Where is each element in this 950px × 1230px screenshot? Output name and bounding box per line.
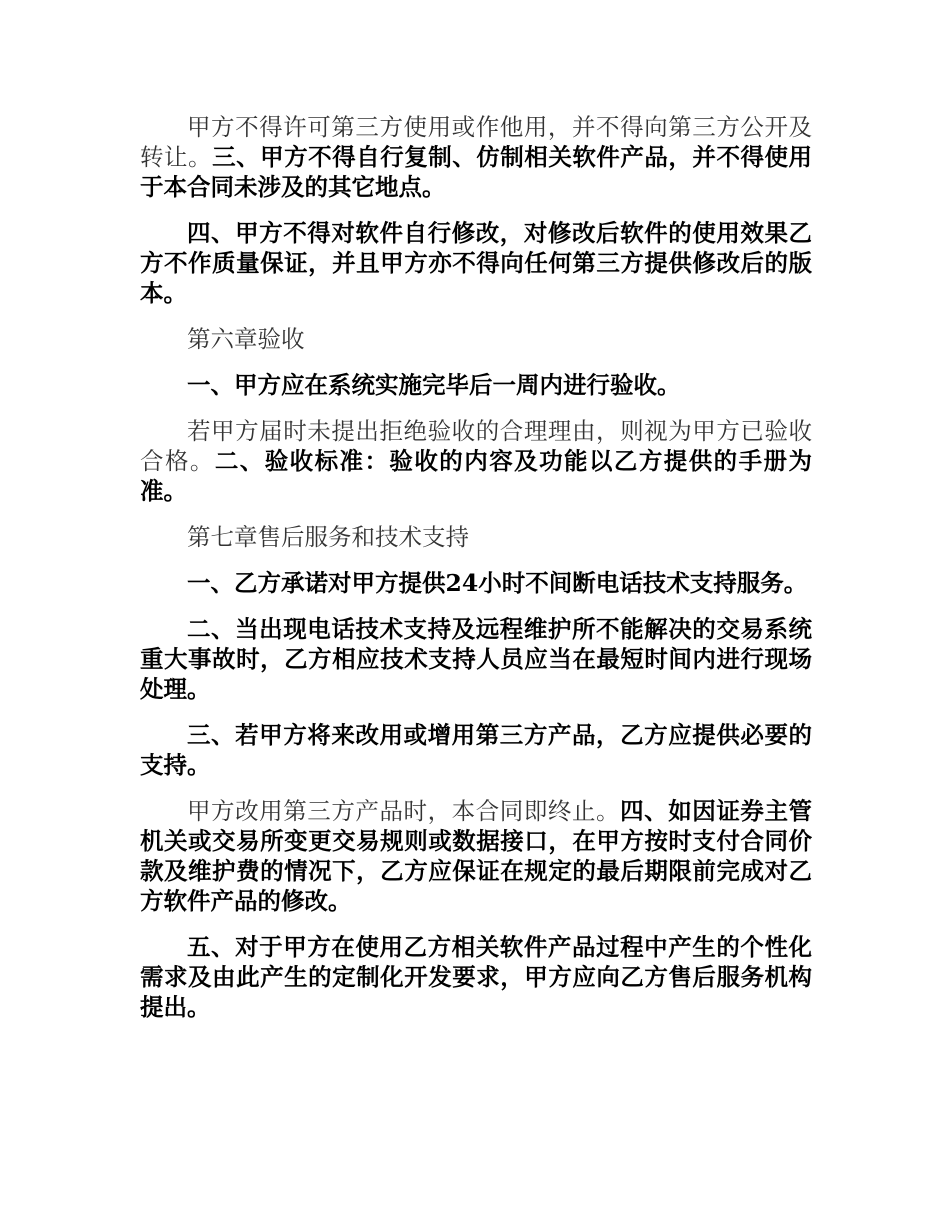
paragraph-10-bold-text: 四、如因证券主管机关或交易所变更交易规则或数据接口，在甲方按时支付合同价款及维护费的情况下，乙方应保证在规定的最后期限前完成对乙方软件产品的修改。 <box>140 797 813 915</box>
paragraph-11 <box>140 932 812 1022</box>
paragraph-1-bold-text: 三、甲方不得自行复制、仿制相关软件产品，并不得使用于本合同未涉及的其它地点。 <box>140 143 813 201</box>
paragraph-5-plain-text: 若甲方届时未提出拒绝验收的合理理由，则视为甲方已验收合格。 <box>140 417 812 475</box>
paragraph-2-bold-text: 四、甲方不得对软件自行修改，对修改后软件的使用效果乙方不作质量保证，并且甲方亦不得向任何第三方提供修改后的版本。 <box>140 219 812 307</box>
chapter-7-heading <box>140 522 812 552</box>
paragraph-9 <box>140 720 812 780</box>
paragraph-4-bold-text: 一、甲方应在系统实施完毕后一周内进行验收。 <box>187 371 681 399</box>
paragraph-2 <box>140 218 812 308</box>
paragraph-4 <box>140 370 812 400</box>
paragraph-9-bold-text: 三、若甲方将来改用或增用第三方产品，乙方应提供必要的支持。 <box>140 721 812 779</box>
paragraph-1 <box>140 112 812 202</box>
paragraph-7 <box>140 568 812 598</box>
paragraph-5-bold-text: 二、验收标准：验收的内容及功能以乙方提供的手册为准。 <box>140 447 813 505</box>
paragraph-10 <box>140 796 812 916</box>
paragraph-11-bold-text: 五、对于甲方在使用乙方相关软件产品过程中产生的个性化需求及由此产生的定制化开发要求，甲方应向乙方售后服务机构提出。 <box>140 933 812 1021</box>
paragraph-8-bold-text: 二、当出现电话技术支持及远程维护所不能解决的交易系统重大事故时，乙方相应技术支持人员应当在最短时间内进行现场处理。 <box>140 615 812 703</box>
paragraph-7-bold-text: 一、乙方承诺对甲方提供24小时不间断电话技术支持服务。 <box>187 569 808 597</box>
paragraph-8 <box>140 614 812 704</box>
chapter-6-title: 第六章验收 <box>187 325 305 353</box>
chapter-7-title: 第七章售后服务和技术支持 <box>187 523 469 551</box>
chapter-6-heading <box>140 324 812 354</box>
document-page <box>140 112 812 1038</box>
paragraph-1-plain-text: 甲方不得许可第三方使用或作他用，并不得向第三方公开及转让。 <box>140 113 812 171</box>
paragraph-5 <box>140 416 812 506</box>
paragraph-10-plain-text: 甲方改用第三方产品时，本合同即终止。 <box>187 797 621 825</box>
